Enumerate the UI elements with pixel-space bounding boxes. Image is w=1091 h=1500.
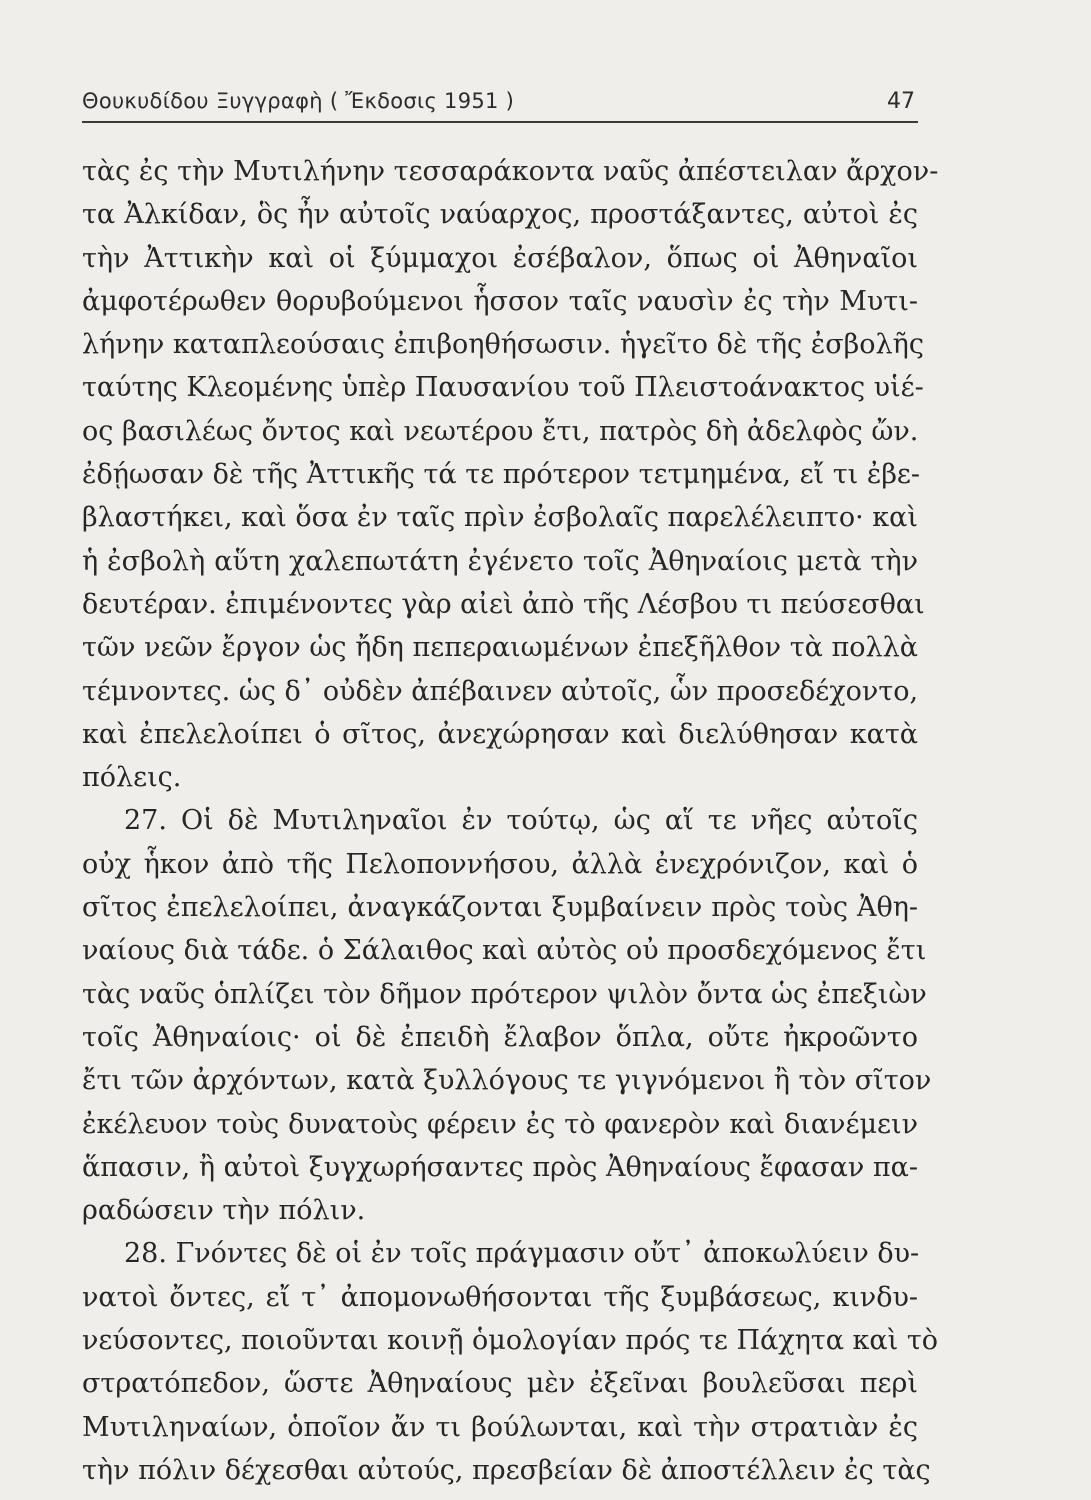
section-start-28: 28. Γνόντες δὲ οἱ ἐν τοῖς πράγμασιν οὔτ᾽ ἀποκωλύειν δυ- bbox=[124, 1238, 920, 1270]
text-line: νατοὶ ὄντες, εἴ τ᾽ ἀπομονωθήσονται τῆς ξυμβάσεως, κινδυ- bbox=[82, 1281, 918, 1313]
running-title: Θουκυδίδου Ξυγγραφὴ ( Ἔκδοσις 1951 ) bbox=[82, 89, 515, 113]
text-line: Μυτιληναίων, ὁποῖον ἄν τι βούλωνται, καὶ τὴν στρατιὰν ἐς bbox=[82, 1411, 918, 1443]
text-line: στρατόπεδον, ὥστε Ἀθηναίους μὲν ἐξεῖναι βουλεῦσαι περὶ bbox=[82, 1368, 918, 1400]
section-start-27: 27. Οἱ δὲ Μυτιληναῖοι ἐν τούτῳ, ὡς αἵ τε νῆες αὐτοῖς bbox=[124, 805, 918, 837]
text-line: νεύσοντες, ποιοῦνται κοινῇ ὁμολογίαν πρός τε Πάχητα καὶ τὸ bbox=[82, 1325, 939, 1357]
text-line: λήνην καταπλεούσαις ἐπιβοηθήσωσιν. ἡγεῖτο δὲ τῆς ἐσβολῆς bbox=[82, 329, 924, 361]
text-line: τὰς ναῦς ὁπλίζει τὸν δῆμον πρότερον ψιλὸν ὄντα ὡς ἐπεξιὼν bbox=[82, 978, 927, 1010]
text-line: δευτέραν. ἐπιμένοντες γὰρ αἰεὶ ἀπὸ τῆς Λέσβου τι πεύσεσθαι bbox=[82, 588, 925, 620]
text-line: ταύτης Κλεομένης ὑπὲρ Παυσανίου τοῦ Πλειστοάνακτος υἱέ- bbox=[82, 372, 924, 404]
page-number: 47 bbox=[887, 89, 915, 114]
text-line: τὴν πόλιν δέχεσθαι αὐτούς, πρεσβείαν δὲ ἀποστέλλειν ἐς τὰς bbox=[82, 1454, 931, 1486]
text-line: σῖτος ἐπελελοίπει, ἀναγκάζονται ξυμβαίνειν πρὸς τοὺς Ἀθη- bbox=[82, 892, 918, 924]
text-line: βλαστήκει, καὶ ὅσα ἐν ταῖς πρὶν ἐσβολαῖς παρελέλειπτο· καὶ bbox=[82, 502, 918, 534]
text-line: ος βασιλέως ὄντος καὶ νεωτέρου ἔτι, πατρὸς δὴ ἀδελφὸς ὤν. bbox=[82, 415, 919, 447]
text-line: ναίους διὰ τάδε. ὁ Σάλαιθος καὶ αὐτὸς οὐ προσδεχόμενος ἔτι bbox=[82, 935, 927, 967]
text-line: τοῖς Ἀθηναίοις· οἱ δὲ ἐπειδὴ ἔλαβον ὅπλα, οὔτε ἠκροῶντο bbox=[82, 1021, 918, 1053]
text-line: τῶν νεῶν ἔργον ὡς ἤδη πεπεραιωμένων ἐπεξῆλθον τὰ πολλὰ bbox=[82, 632, 918, 664]
text-line: ἐκέλευον τοὺς δυνατοὺς φέρειν ἐς τὸ φανερὸν καὶ διανέμειν bbox=[82, 1108, 918, 1140]
text-line: ἡ ἐσβολὴ αὕτη χαλεπωτάτη ἐγένετο τοῖς Ἀθηναίοις μετὰ τὴν bbox=[82, 545, 918, 577]
text-line: τα Ἀλκίδαν, ὃς ἦν αὐτοῖς ναύαρχος, προστάξαντες, αὐτοὶ ἐς bbox=[82, 199, 918, 231]
text-line: ἅπασιν, ἢ αὐτοὶ ξυγχωρήσαντες πρὸς Ἀθηναίους ἔφασαν πα- bbox=[82, 1151, 918, 1183]
text-line: τὴν Ἀττικὴν καὶ οἱ ξύμμαχοι ἐσέβαλον, ὅπως οἱ Ἀθηναῖοι bbox=[82, 242, 918, 274]
text-line: ραδώσειν τὴν πόλιν. bbox=[82, 1195, 366, 1227]
text-line: ἐδῄωσαν δὲ τῆς Ἀττικῆς τά τε πρότερον τετμημένα, εἴ τι ἐβε- bbox=[82, 459, 921, 491]
text-line: οὐχ ἧκον ἀπὸ τῆς Πελοποννήσου, ἀλλὰ ἐνεχρόνιζον, καὶ ὁ bbox=[82, 848, 918, 880]
text-line: τέμνοντες. ὡς δ᾽ οὐδὲν ἀπέβαινεν αὐτοῖς, ὧν προσεδέχοντο, bbox=[82, 675, 919, 707]
header-rule bbox=[82, 121, 918, 123]
text-line: ἔτι τῶν ἀρχόντων, κατὰ ξυλλόγους τε γιγνόμενοι ἢ τὸν σῖτον bbox=[82, 1065, 932, 1097]
text-line: καὶ ἐπελελοίπει ὁ σῖτος, ἀνεχώρησαν καὶ διελύθησαν κατὰ bbox=[82, 718, 918, 750]
text-line: πόλεις. bbox=[82, 762, 182, 794]
body-text bbox=[82, 150, 939, 1492]
text-line: ἀμφοτέρωθεν θορυβούμενοι ἧσσον ταῖς ναυσὶν ἐς τὴν Μυτι- bbox=[82, 285, 918, 317]
running-head bbox=[82, 83, 915, 117]
text-line: τὰς ἐς τὴν Μυτιλήνην τεσσαράκοντα ναῦς ἀπέστειλαν ἄρχον- bbox=[82, 156, 939, 187]
